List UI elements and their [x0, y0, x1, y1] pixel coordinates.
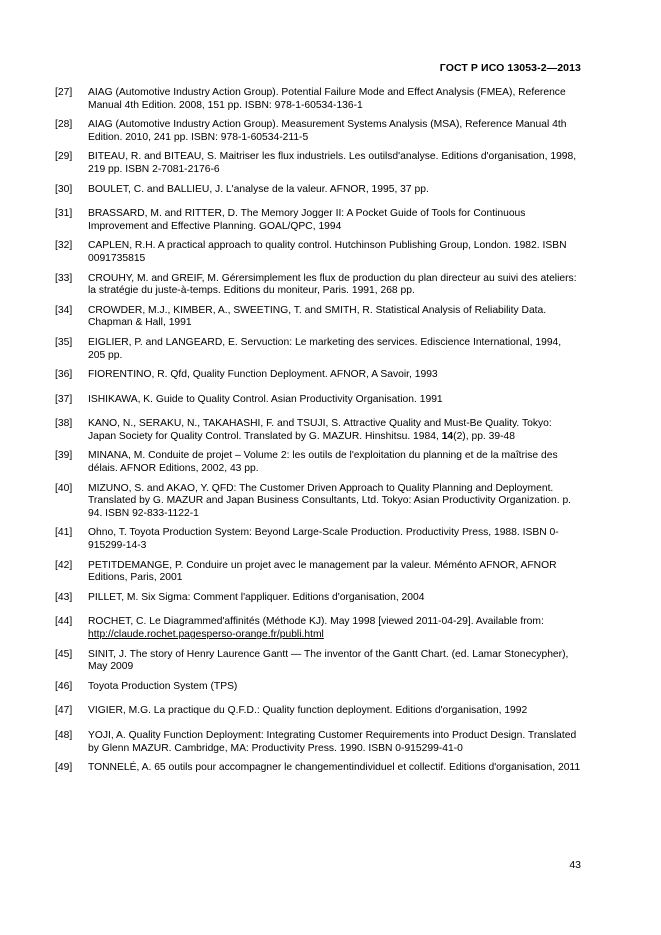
reference-number: [38]: [55, 418, 73, 430]
reference-text: CAPLEN, R.H. A practical approach to quality control. Hutchinson Publishing Group, London. 1982. ISBN 0091735815: [88, 240, 567, 264]
reference-number: [27]: [55, 87, 73, 98]
reference-text: PETITDEMANGE, P. Conduire un projet avec le management par la valeur. Méménto AFNOR, AFNOR Editions, Paris, 2001: [88, 559, 557, 584]
reference-number: [46]: [55, 680, 73, 692]
reference-item: [55, 681, 581, 694]
reference-item: [55, 527, 581, 552]
reference-number: [41]: [55, 527, 73, 539]
reference-item: [55, 649, 581, 674]
reference-text: FIORENTINO, R. Qfd, Quality Function Deployment. AFNOR, A Savoir, 1993: [88, 369, 438, 381]
reference-item: [55, 418, 581, 443]
reference-volume: 14: [441, 430, 454, 442]
reference-text: CROWDER, M.J., KIMBER, A., SWEETING, T. and SMITH, R. Statistical Analysis of Reliability Data. Chapman & Hall, 1991: [88, 304, 547, 329]
reference-item: [55, 273, 581, 298]
reference-number: [45]: [55, 648, 73, 660]
reference-number: [47]: [55, 705, 73, 717]
reference-item: [55, 616, 581, 641]
reference-number: [42]: [55, 559, 73, 571]
reference-item: [55, 394, 581, 407]
reference-item: [55, 240, 581, 265]
reference-text: [88, 616, 581, 641]
reference-number: [30]: [55, 183, 73, 195]
reference-item: [55, 119, 581, 144]
reference-text-part: (2), pp. 39-48: [453, 430, 515, 442]
reference-text: TONNELÉ, A. 65 outils pour accompagner le changementindividuel et collectif. Editions d'organisation, 2011: [88, 762, 581, 774]
reference-text: BRASSARD, M. and RITTER, D. The Memory Jogger II: A Pocket Guide of Tools for Continuous Improvement and Effective Planning. GOAL/QPC, 1994: [88, 208, 526, 232]
reference-text: SINIT, J. The story of Henry Laurence Gantt — The inventor of the Gantt Chart. (ed. Lamar Stonecypher), May 2009: [88, 648, 569, 673]
reference-number: [34]: [55, 304, 73, 316]
reference-text-part: ROCHET, C. Le Diagrammed'affinités (Méthode KJ). May 1998 [viewed 2011-04-29]. Available from:: [88, 616, 544, 628]
reference-text-part: KANO, N., SERAKU, N., TAKAHASHI, F. and TSUJI, S. Attractive Quality and Must-Be Quality. Tokyo: Japan Society for Quality Control. Translated by G. MAZUR. Hinshitsu. 1984,: [88, 418, 552, 442]
reference-text: BITEAU, R. and BITEAU, S. Maitriser les flux industriels. Les outilsd'analyse. Editions d'organisation, 1998, 219 pp. ISBN 2-7081-2176-6: [88, 151, 577, 175]
reference-text: ISHIKAWA, K. Guide to Quality Control. Asian Productivity Organisation. 1991: [88, 393, 443, 405]
reference-text: YOJI, A. Quality Function Deployment: Integrating Customer Requirements into Product Design. Translated by Glenn MAZUR. Cambridge, MA: Productivity Press. 1990. ISBN 0-915299-41-0: [88, 729, 577, 754]
page-number: 43: [569, 859, 581, 871]
reference-text: AIAG (Automotive Industry Action Group). Measurement Systems Analysis (MSA), Reference Manual 4th Edition. 2010, 241 pp. ISBN: 978-1-60534-211-5: [88, 119, 567, 143]
reference-text: AIAG (Automotive Industry Action Group). Potential Failure Mode and Effect Analysis (FMEA), Reference Manual 4th Edition. 2008, 151 pp. ISBN: 978-1-60534-136-1: [88, 87, 566, 111]
reference-number: [36]: [55, 369, 73, 381]
reference-text: BOULET, C. and BALLIEU, J. L'analyse de la valeur. AFNOR, 1995, 37 pp.: [88, 183, 429, 195]
reference-item: [55, 208, 581, 233]
reference-item: [55, 560, 581, 585]
reference-number: [37]: [55, 393, 73, 405]
reference-item: [55, 730, 581, 755]
reference-number: [31]: [55, 208, 73, 220]
reference-text: EIGLIER, P. and LANGEARD, E. Servuction: Le marketing des services. Ediscience International, 1994, 205 pp.: [88, 336, 562, 361]
document-header: ГОСТ Р ИСО 13053-2—2013: [439, 62, 581, 74]
reference-number: [40]: [55, 482, 73, 494]
reference-link[interactable]: http://claude.rochet.pagesperso-orange.fr/publi.html: [88, 629, 324, 640]
reference-number: [43]: [55, 591, 73, 603]
reference-text: VIGIER, M.G. La practique du Q.F.D.: Quality function deployment. Editions d'organisation, 1992: [88, 705, 528, 717]
reference-text: Ohno, T. Toyota Production System: Beyond Large-Scale Production. Productivity Press, 1988. ISBN 0-915299-14-3: [88, 527, 559, 552]
reference-item: [55, 705, 581, 718]
reference-item: [55, 87, 581, 112]
reference-item: [55, 592, 581, 605]
reference-number: [29]: [55, 151, 73, 163]
reference-number: [49]: [55, 762, 73, 774]
reference-number: [33]: [55, 272, 73, 284]
reference-number: [28]: [55, 119, 73, 131]
reference-number: [35]: [55, 336, 73, 348]
reference-number: [39]: [55, 450, 73, 462]
reference-number: [48]: [55, 729, 73, 741]
reference-item: [55, 483, 581, 521]
reference-text: MIZUNO, S. and AKAO, Y. QFD: The Customer Driven Approach to Quality Planning and Deployment. Translated by G. MAZUR and Japan Business Consultants, Ltd. Tokyo: Asian Productivity Organization. p. 94. ISBN 92-833-1122-1: [88, 482, 572, 519]
reference-list: [55, 87, 581, 782]
reference-item: [55, 184, 581, 197]
reference-text: PILLET, M. Six Sigma: Comment l'appliquer. Editions d'organisation, 2004: [88, 591, 425, 603]
reference-item: [55, 762, 581, 775]
reference-item: [55, 369, 581, 382]
reference-text: Toyota Production System (TPS): [88, 680, 238, 692]
reference-item: [55, 450, 581, 475]
reference-item: [55, 337, 581, 362]
reference-text: MINANA, M. Conduite de projet – Volume 2: les outils de l'exploitation du planning et de la maîtrise des délais. AFNOR Editions, 2002, 43 pp.: [88, 450, 558, 475]
reference-number: [44]: [55, 616, 73, 628]
reference-number: [32]: [55, 240, 73, 252]
reference-text: [88, 418, 581, 443]
reference-text: CROUHY, M. and GREIF, M. Gérersimplement les flux de production du plan directeur au suivi des ateliers: la stratégie du juste-à-temps. Editions du moniteur, Paris. 1991, 268 pp.: [88, 272, 577, 297]
reference-item: [55, 151, 581, 176]
reference-item: [55, 305, 581, 330]
